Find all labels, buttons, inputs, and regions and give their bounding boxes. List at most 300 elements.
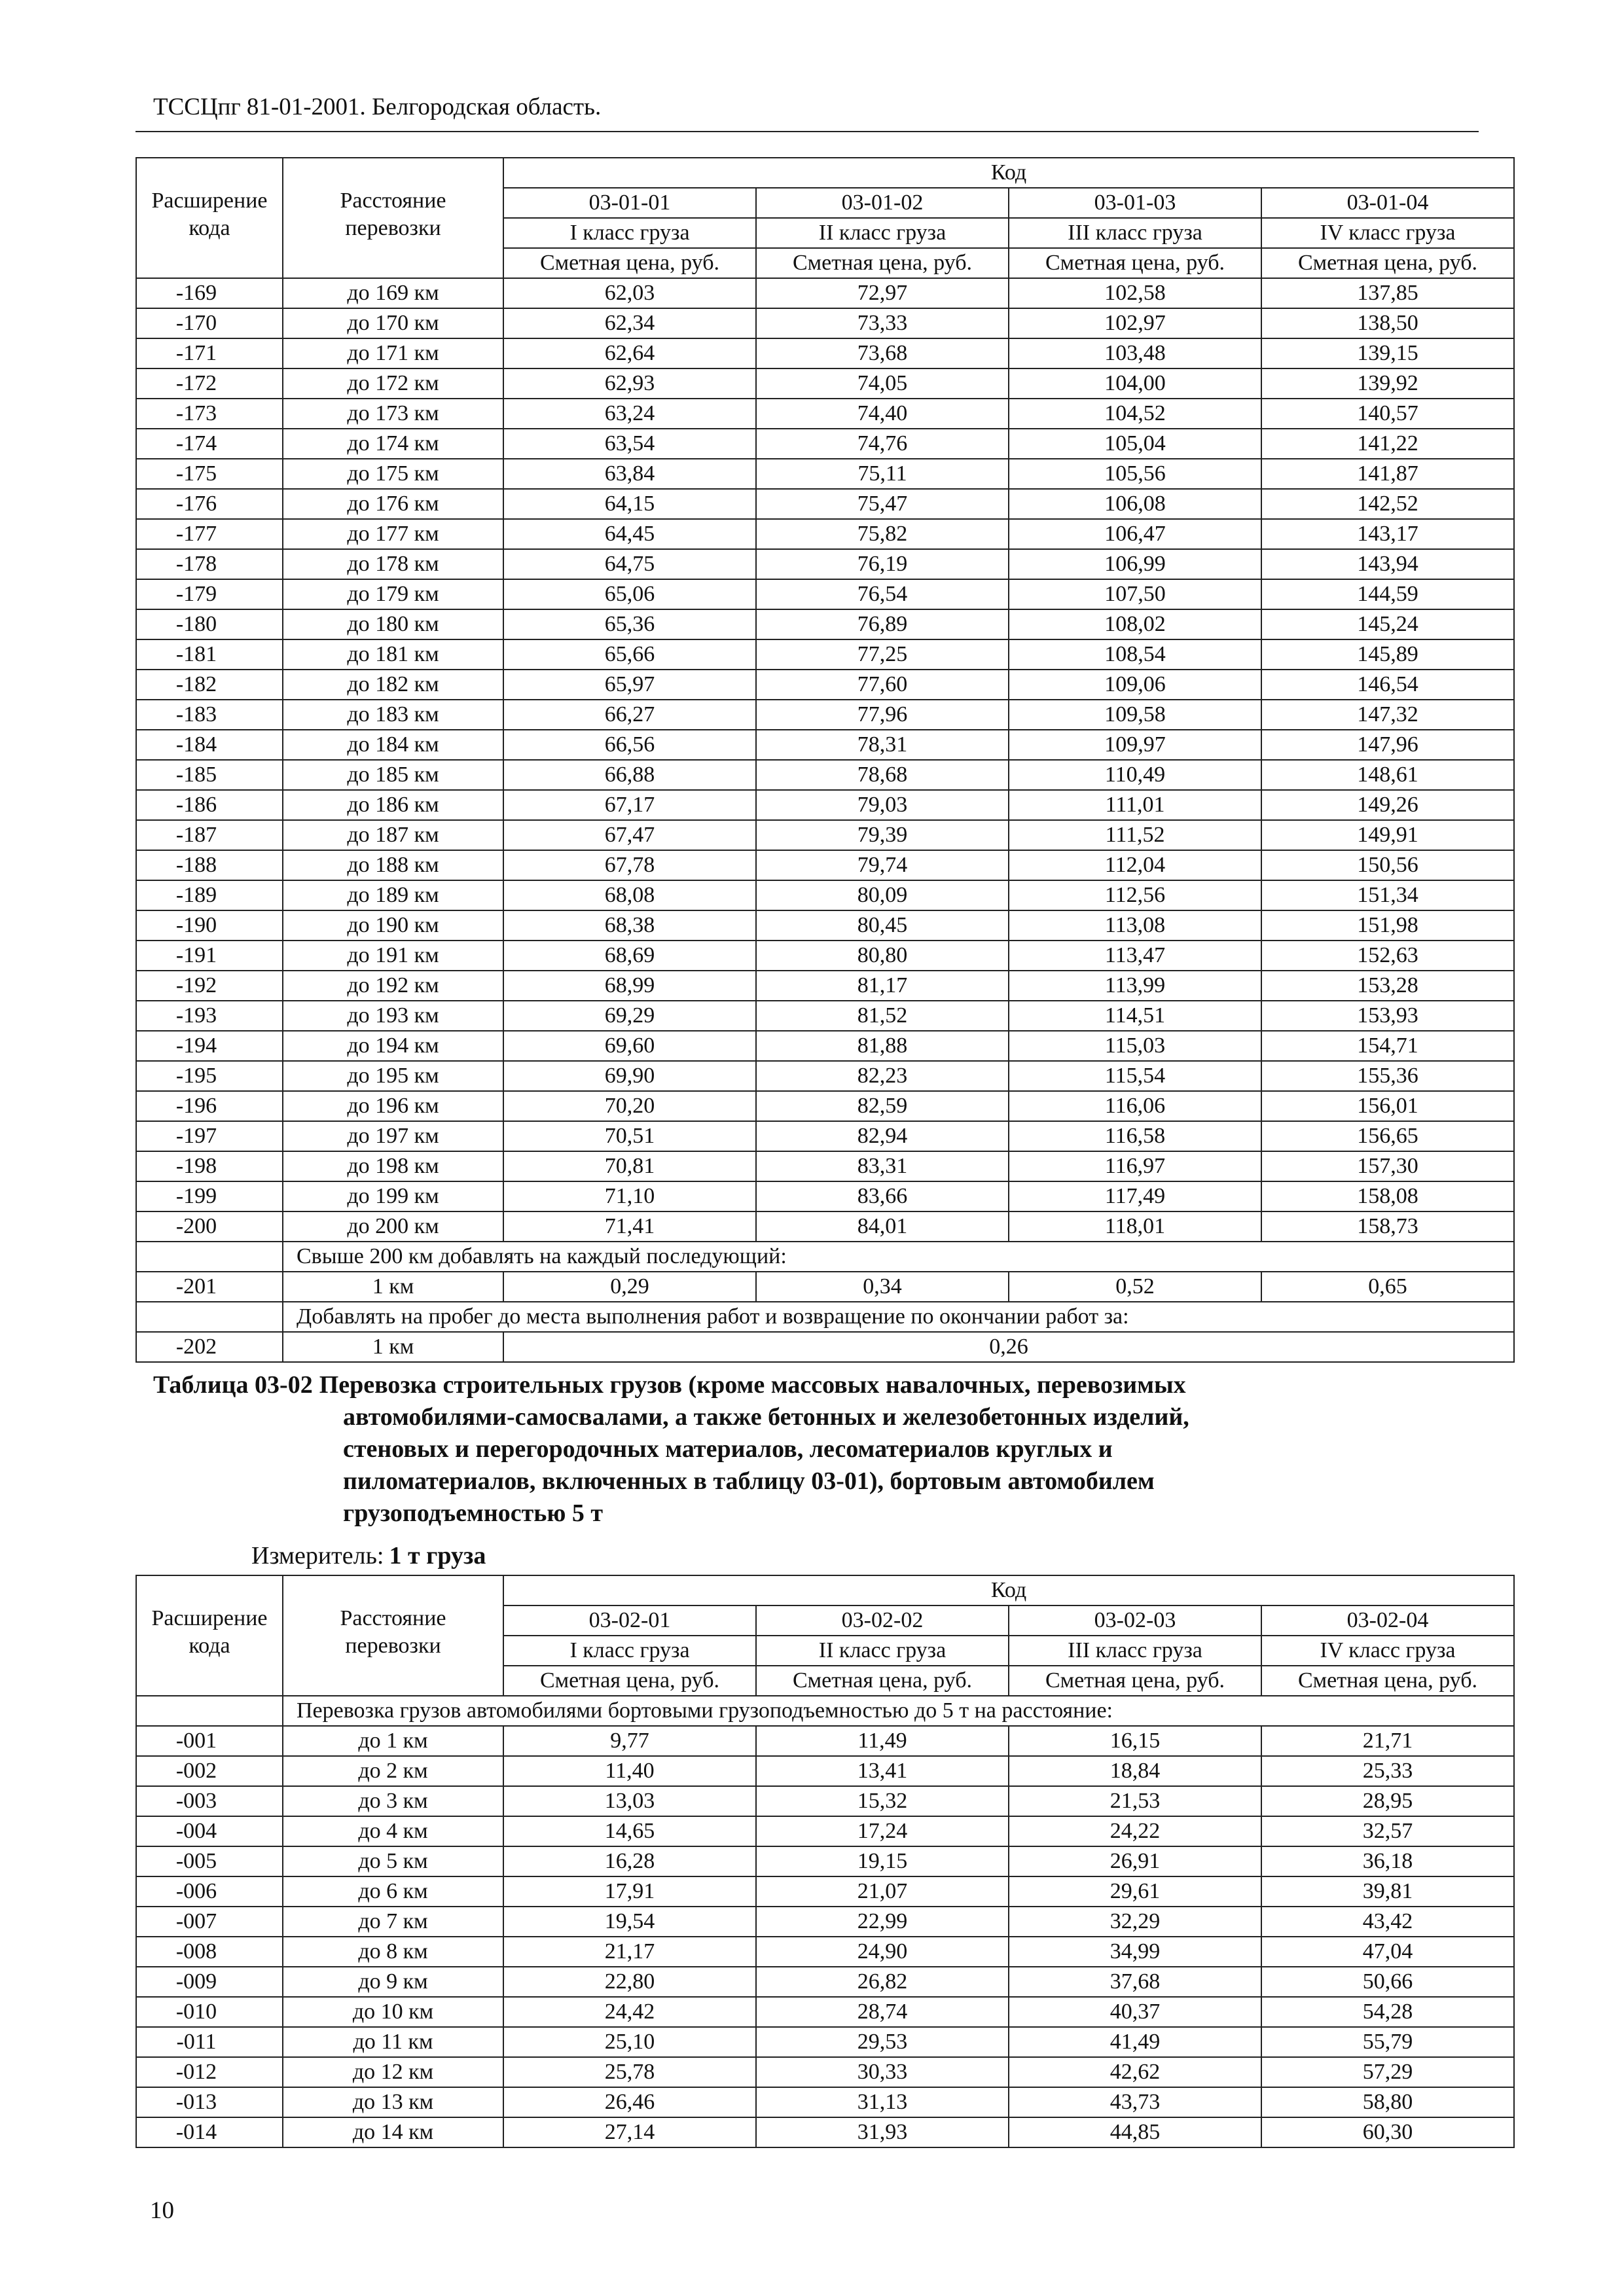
table-header-row (136, 1575, 1514, 1605)
cell-price: 78,31 (756, 730, 1009, 760)
cell-distance: до 180 км (283, 609, 503, 639)
cell-price: 65,36 (503, 609, 756, 639)
cell-code: -190 (136, 910, 283, 941)
cell-code: -170 (136, 308, 283, 338)
header-price: Сметная цена, руб. (756, 1666, 1009, 1696)
cell-price: 77,60 (756, 670, 1009, 700)
running-header: ТССЦпг 81-01-2001. Белгородская область. (153, 94, 602, 120)
cell-price: 141,22 (1261, 429, 1514, 459)
cell-code: -180 (136, 609, 283, 639)
table-body (136, 1726, 1514, 2147)
header-price: Сметная цена, руб. (503, 248, 756, 278)
cell-code: -189 (136, 880, 283, 910)
cell-price: 138,50 (1261, 308, 1514, 338)
cell-price: 37,68 (1009, 1967, 1261, 1997)
cell-price: 110,49 (1009, 760, 1261, 790)
cell-price: 43,73 (1009, 2087, 1261, 2117)
cell-price: 112,04 (1009, 850, 1261, 880)
title-line: Перевозка строительных грузов (кроме массовых навалочных, перевозимых (319, 1371, 1186, 1399)
cell-price: 63,24 (503, 399, 756, 429)
measure-line (251, 1541, 486, 1570)
cell-price: 77,96 (756, 700, 1009, 730)
cell-code: -183 (136, 700, 283, 730)
cell-price: 83,31 (756, 1151, 1009, 1181)
cell-distance: до 11 км (283, 2027, 503, 2057)
header-price: Сметная цена, руб. (756, 248, 1009, 278)
cell-price: 147,32 (1261, 700, 1514, 730)
cell-price: 82,59 (756, 1091, 1009, 1121)
cell-price: 70,81 (503, 1151, 756, 1181)
note-row (136, 1302, 1514, 1332)
table-row (136, 2057, 1514, 2087)
cell-price: 55,79 (1261, 2027, 1514, 2057)
cell-price: 151,98 (1261, 910, 1514, 941)
cell-price: 115,54 (1009, 1061, 1261, 1091)
table-row (136, 1726, 1514, 1756)
cell-price: 43,42 (1261, 1907, 1514, 1937)
cell-code: -174 (136, 429, 283, 459)
header-rule (135, 131, 1479, 132)
cell-price: 11,40 (503, 1756, 756, 1786)
cell-price: 76,89 (756, 609, 1009, 639)
cell-price: 62,64 (503, 338, 756, 368)
cell-price: 105,56 (1009, 459, 1261, 489)
header-code: 03-02-03 (1009, 1605, 1261, 1636)
cell-distance: до 198 км (283, 1151, 503, 1181)
table-row (136, 670, 1514, 700)
table-row (136, 941, 1514, 971)
cell-price: 26,82 (756, 1967, 1009, 1997)
cell-price: 24,42 (503, 1997, 756, 2027)
title-line: автомобилями-самосвалами, а также бетонных и железобетонных изделий, (343, 1403, 1189, 1431)
cell-price: 27,14 (503, 2117, 756, 2147)
cell-price: 22,99 (756, 1907, 1009, 1937)
cell-code: -013 (136, 2087, 283, 2117)
cell-price: 156,01 (1261, 1091, 1514, 1121)
title-line: стеновых и перегородочных материалов, лесоматериалов круглых и (343, 1435, 1113, 1463)
table-row (136, 2027, 1514, 2057)
cell-price: 68,69 (503, 941, 756, 971)
header-code: 03-02-02 (756, 1605, 1009, 1636)
cell-price: 112,56 (1009, 880, 1261, 910)
table-row (136, 1001, 1514, 1031)
cell-price: 141,87 (1261, 459, 1514, 489)
cell-price: 25,10 (503, 2027, 756, 2057)
cell-price: 116,97 (1009, 1151, 1261, 1181)
header-class: IV класс груза (1261, 218, 1514, 248)
cell-distance: до 177 км (283, 519, 503, 549)
cell-price: 143,94 (1261, 549, 1514, 579)
cell-price: 158,73 (1261, 1211, 1514, 1242)
cell-price: 82,23 (756, 1061, 1009, 1091)
cell-price: 74,76 (756, 429, 1009, 459)
cell-price: 76,19 (756, 549, 1009, 579)
header-code: 03-01-03 (1009, 188, 1261, 218)
cell-code: -010 (136, 1997, 283, 2027)
cell-price: 66,88 (503, 760, 756, 790)
cell-price: 73,68 (756, 338, 1009, 368)
table-row (136, 730, 1514, 760)
cell-price: 28,74 (756, 1997, 1009, 2027)
cell-price: 32,29 (1009, 1907, 1261, 1937)
cell-price: 82,94 (756, 1121, 1009, 1151)
cell-price: 62,03 (503, 278, 756, 308)
cell-distance: до 9 км (283, 1967, 503, 1997)
cell-price: 79,03 (756, 790, 1009, 820)
cell-price: 66,56 (503, 730, 756, 760)
cell-price: 139,15 (1261, 338, 1514, 368)
cell-price: 22,80 (503, 1967, 756, 1997)
cell-price: 26,46 (503, 2087, 756, 2117)
table-row (136, 549, 1514, 579)
cell-code: -181 (136, 639, 283, 670)
cell-price: 31,13 (756, 2087, 1009, 2117)
header-distance: Расстояние перевозки (283, 1575, 503, 1696)
cell-price: 104,00 (1009, 368, 1261, 399)
cell-price: 78,68 (756, 760, 1009, 790)
header-class: II класс груза (756, 218, 1009, 248)
cell-price: 69,90 (503, 1061, 756, 1091)
cell-price: 153,93 (1261, 1001, 1514, 1031)
table-row (136, 1091, 1514, 1121)
cell-price: 21,07 (756, 1876, 1009, 1907)
cell-price: 17,91 (503, 1876, 756, 1907)
table-row (136, 880, 1514, 910)
cell-code: -197 (136, 1121, 283, 1151)
table-row (136, 2087, 1514, 2117)
cell-price: 113,47 (1009, 941, 1261, 971)
cell-price: 108,54 (1009, 639, 1261, 670)
cell-price: 145,89 (1261, 639, 1514, 670)
cell-code: -182 (136, 670, 283, 700)
cell-price: 116,58 (1009, 1121, 1261, 1151)
table-row (136, 399, 1514, 429)
cell-distance: до 7 км (283, 1907, 503, 1937)
cell-price: 18,84 (1009, 1756, 1261, 1786)
header-price: Сметная цена, руб. (1261, 248, 1514, 278)
table-row (136, 1031, 1514, 1061)
cell-code: -171 (136, 338, 283, 368)
table-row (136, 579, 1514, 609)
cell-distance: до 181 км (283, 639, 503, 670)
cell-price: 62,93 (503, 368, 756, 399)
page-number: 10 (150, 2197, 174, 2224)
cell-price: 9,77 (503, 1726, 756, 1756)
cell-code: -009 (136, 1967, 283, 1997)
table-row (136, 639, 1514, 670)
cell-price: 19,54 (503, 1907, 756, 1937)
cell-price: 154,71 (1261, 1031, 1514, 1061)
cell-price: 13,03 (503, 1786, 756, 1816)
cell-code: -200 (136, 1211, 283, 1242)
header-price: Сметная цена, руб. (503, 1666, 756, 1696)
table-body (136, 278, 1514, 1242)
cell-distance: до 14 км (283, 2117, 503, 2147)
cell-distance: до 176 км (283, 489, 503, 519)
note-row (136, 1696, 1514, 1726)
cell-price: 44,85 (1009, 2117, 1261, 2147)
header-class: II класс груза (756, 1636, 1009, 1666)
header-extension-code: Расширение кода (136, 158, 283, 278)
cell-distance: до 173 км (283, 399, 503, 429)
table-row (136, 790, 1514, 820)
cell-price: 107,50 (1009, 579, 1261, 609)
cell-price: 74,40 (756, 399, 1009, 429)
cell-distance: до 196 км (283, 1091, 503, 1121)
cell-price: 75,82 (756, 519, 1009, 549)
cell-price: 158,08 (1261, 1181, 1514, 1211)
header-class: I класс груза (503, 218, 756, 248)
cell-price: 156,65 (1261, 1121, 1514, 1151)
cell-code: -188 (136, 850, 283, 880)
table-row (136, 519, 1514, 549)
cell-code: -178 (136, 549, 283, 579)
table-row (136, 609, 1514, 639)
cell-price: 149,91 (1261, 820, 1514, 850)
cell-distance: до 12 км (283, 2057, 503, 2087)
table-row (136, 368, 1514, 399)
table-row (136, 700, 1514, 730)
cell-distance: до 191 км (283, 941, 503, 971)
cell-price: 66,27 (503, 700, 756, 730)
cell-price: 24,22 (1009, 1816, 1261, 1846)
cell-price: 29,61 (1009, 1876, 1261, 1907)
cell-price: 15,32 (756, 1786, 1009, 1816)
table-row (136, 1332, 1514, 1362)
note-empty-cell (136, 1696, 283, 1726)
header-code: 03-01-04 (1261, 188, 1514, 218)
measure-label: Измеритель: (251, 1542, 384, 1570)
cell-price: 109,58 (1009, 700, 1261, 730)
cell-price: 17,24 (756, 1816, 1009, 1846)
cell-price: 77,25 (756, 639, 1009, 670)
cell-price: 146,54 (1261, 670, 1514, 700)
cell-code: -011 (136, 2027, 283, 2057)
table-row (136, 850, 1514, 880)
cell-price: 80,09 (756, 880, 1009, 910)
header-class: I класс груза (503, 1636, 756, 1666)
cell-distance: до 194 км (283, 1031, 503, 1061)
cell-price: 104,52 (1009, 399, 1261, 429)
cell-code: -007 (136, 1907, 283, 1937)
cell-distance: до 182 км (283, 670, 503, 700)
cell-price: 14,65 (503, 1816, 756, 1846)
cell-price: 21,71 (1261, 1726, 1514, 1756)
header-kod: Код (503, 1575, 1514, 1605)
cell-distance: до 3 км (283, 1786, 503, 1816)
cell-distance: до 8 км (283, 1937, 503, 1967)
cell-price: 65,06 (503, 579, 756, 609)
cell-price: 111,52 (1009, 820, 1261, 850)
cell-distance: до 175 км (283, 459, 503, 489)
cell-price: 148,61 (1261, 760, 1514, 790)
cell-price: 13,41 (756, 1756, 1009, 1786)
cell-price: 157,30 (1261, 1151, 1514, 1181)
cell-price: 29,53 (756, 2027, 1009, 2057)
header-kod: Код (503, 158, 1514, 188)
cell-price: 64,15 (503, 489, 756, 519)
cell-distance: до 172 км (283, 368, 503, 399)
cell-distance: до 190 км (283, 910, 503, 941)
cell-code: -179 (136, 579, 283, 609)
cell-price: 11,49 (756, 1726, 1009, 1756)
cell-price: 79,39 (756, 820, 1009, 850)
cell-price: 144,59 (1261, 579, 1514, 609)
note-row (136, 1242, 1514, 1272)
cell-code: -198 (136, 1151, 283, 1181)
cell-code: -176 (136, 489, 283, 519)
cell-code: -177 (136, 519, 283, 549)
cell-price: 108,02 (1009, 609, 1261, 639)
cell-code: -172 (136, 368, 283, 399)
note-return-trip: Добавлять на пробег до места выполнения работ и возвращение по окончании работ за: (283, 1302, 1514, 1332)
cell-price: 40,37 (1009, 1997, 1261, 2027)
cell-price: 142,52 (1261, 489, 1514, 519)
cell-price: 57,29 (1261, 2057, 1514, 2087)
cell-price: 58,80 (1261, 2087, 1514, 2117)
cell-price: 150,56 (1261, 850, 1514, 880)
table-row (136, 308, 1514, 338)
cell-code: -175 (136, 459, 283, 489)
cell-price: 115,03 (1009, 1031, 1261, 1061)
cell-distance: до 1 км (283, 1726, 503, 1756)
table-03-02 (135, 1575, 1515, 2148)
cell-distance: до 193 км (283, 1001, 503, 1031)
cell-distance: 1 км (283, 1332, 503, 1362)
cell-price: 62,34 (503, 308, 756, 338)
header-class: III класс груза (1009, 1636, 1261, 1666)
table-row (136, 1151, 1514, 1181)
cell-price: 25,78 (503, 2057, 756, 2087)
cell-distance: до 186 км (283, 790, 503, 820)
cell-code: -191 (136, 941, 283, 971)
cell-distance: до 184 км (283, 730, 503, 760)
cell-price: 118,01 (1009, 1211, 1261, 1242)
table-row (136, 429, 1514, 459)
cell-price: 25,33 (1261, 1756, 1514, 1786)
cell-code: -187 (136, 820, 283, 850)
header-class: IV класс груза (1261, 1636, 1514, 1666)
cell-price: 16,28 (503, 1846, 756, 1876)
note-empty-cell (136, 1242, 283, 1272)
cell-code: -196 (136, 1091, 283, 1121)
cell-distance: 1 км (283, 1272, 503, 1302)
cell-price-merged: 0,26 (503, 1332, 1514, 1362)
table-row (136, 1272, 1514, 1302)
cell-code: -192 (136, 971, 283, 1001)
cell-code: -202 (136, 1332, 283, 1362)
cell-distance: до 188 км (283, 850, 503, 880)
cell-distance: до 169 км (283, 278, 503, 308)
header-code: 03-02-04 (1261, 1605, 1514, 1636)
cell-price: 73,33 (756, 308, 1009, 338)
table-03-02-title (153, 1369, 1397, 1530)
table-row (136, 1997, 1514, 2027)
cell-price: 34,99 (1009, 1937, 1261, 1967)
cell-price: 54,28 (1261, 1997, 1514, 2027)
title-line: пиломатериалов, включенных в таблицу 03-01), бортовым автомобилем (343, 1467, 1155, 1495)
cell-distance: до 5 км (283, 1846, 503, 1876)
cell-code: -005 (136, 1846, 283, 1876)
cell-price: 41,49 (1009, 2027, 1261, 2057)
cell-price: 83,66 (756, 1181, 1009, 1211)
cell-price: 79,74 (756, 850, 1009, 880)
header-distance: Расстояние перевозки (283, 158, 503, 278)
table-row (136, 1756, 1514, 1786)
cell-code: -008 (136, 1937, 283, 1967)
cell-code: -194 (136, 1031, 283, 1061)
cell-price: 106,47 (1009, 519, 1261, 549)
cell-price: 19,15 (756, 1846, 1009, 1876)
cell-price: 0,65 (1261, 1272, 1514, 1302)
cell-price: 67,47 (503, 820, 756, 850)
cell-price: 81,17 (756, 971, 1009, 1001)
cell-price: 68,38 (503, 910, 756, 941)
cell-code: -169 (136, 278, 283, 308)
cell-code: -201 (136, 1272, 283, 1302)
table-row (136, 760, 1514, 790)
cell-price: 36,18 (1261, 1846, 1514, 1876)
header-code: 03-01-02 (756, 188, 1009, 218)
cell-distance: до 6 км (283, 1876, 503, 1907)
table-row (136, 278, 1514, 308)
cell-price: 105,04 (1009, 429, 1261, 459)
cell-code: -002 (136, 1756, 283, 1786)
cell-price: 63,84 (503, 459, 756, 489)
cell-price: 149,26 (1261, 790, 1514, 820)
note-over-200: Свыше 200 км добавлять на каждый последующий: (283, 1242, 1514, 1272)
cell-price: 50,66 (1261, 1967, 1514, 1997)
cell-price: 21,17 (503, 1937, 756, 1967)
cell-price: 26,91 (1009, 1846, 1261, 1876)
header-extension-code: Расширение кода (136, 1575, 283, 1696)
cell-price: 81,88 (756, 1031, 1009, 1061)
table-row (136, 1846, 1514, 1876)
cell-code: -014 (136, 2117, 283, 2147)
cell-distance: до 10 км (283, 1997, 503, 2027)
cell-distance: до 199 км (283, 1181, 503, 1211)
header-price: Сметная цена, руб. (1009, 248, 1261, 278)
cell-code: -185 (136, 760, 283, 790)
cell-distance: до 183 км (283, 700, 503, 730)
table-row (136, 820, 1514, 850)
cell-price: 64,45 (503, 519, 756, 549)
cell-price: 75,11 (756, 459, 1009, 489)
cell-distance: до 197 км (283, 1121, 503, 1151)
cell-distance: до 200 км (283, 1211, 503, 1242)
cell-code: -186 (136, 790, 283, 820)
cell-price: 60,30 (1261, 2117, 1514, 2147)
table-row (136, 1816, 1514, 1846)
cell-code: -193 (136, 1001, 283, 1031)
cell-price: 81,52 (756, 1001, 1009, 1031)
cell-price: 31,93 (756, 2117, 1009, 2147)
cell-price: 143,17 (1261, 519, 1514, 549)
cell-price: 75,47 (756, 489, 1009, 519)
cell-distance: до 4 км (283, 1816, 503, 1846)
cell-price: 63,54 (503, 429, 756, 459)
cell-price: 76,54 (756, 579, 1009, 609)
measure-unit: 1 т груза (389, 1542, 486, 1570)
cell-price: 28,95 (1261, 1786, 1514, 1816)
table-row (136, 1967, 1514, 1997)
cell-distance: до 2 км (283, 1756, 503, 1786)
cell-code: -012 (136, 2057, 283, 2087)
cell-price: 72,97 (756, 278, 1009, 308)
cell-price: 47,04 (1261, 1937, 1514, 1967)
cell-price: 69,29 (503, 1001, 756, 1031)
note-distance: Перевозка грузов автомобилями бортовыми грузоподъемностью до 5 т на расстояние: (283, 1696, 1514, 1726)
